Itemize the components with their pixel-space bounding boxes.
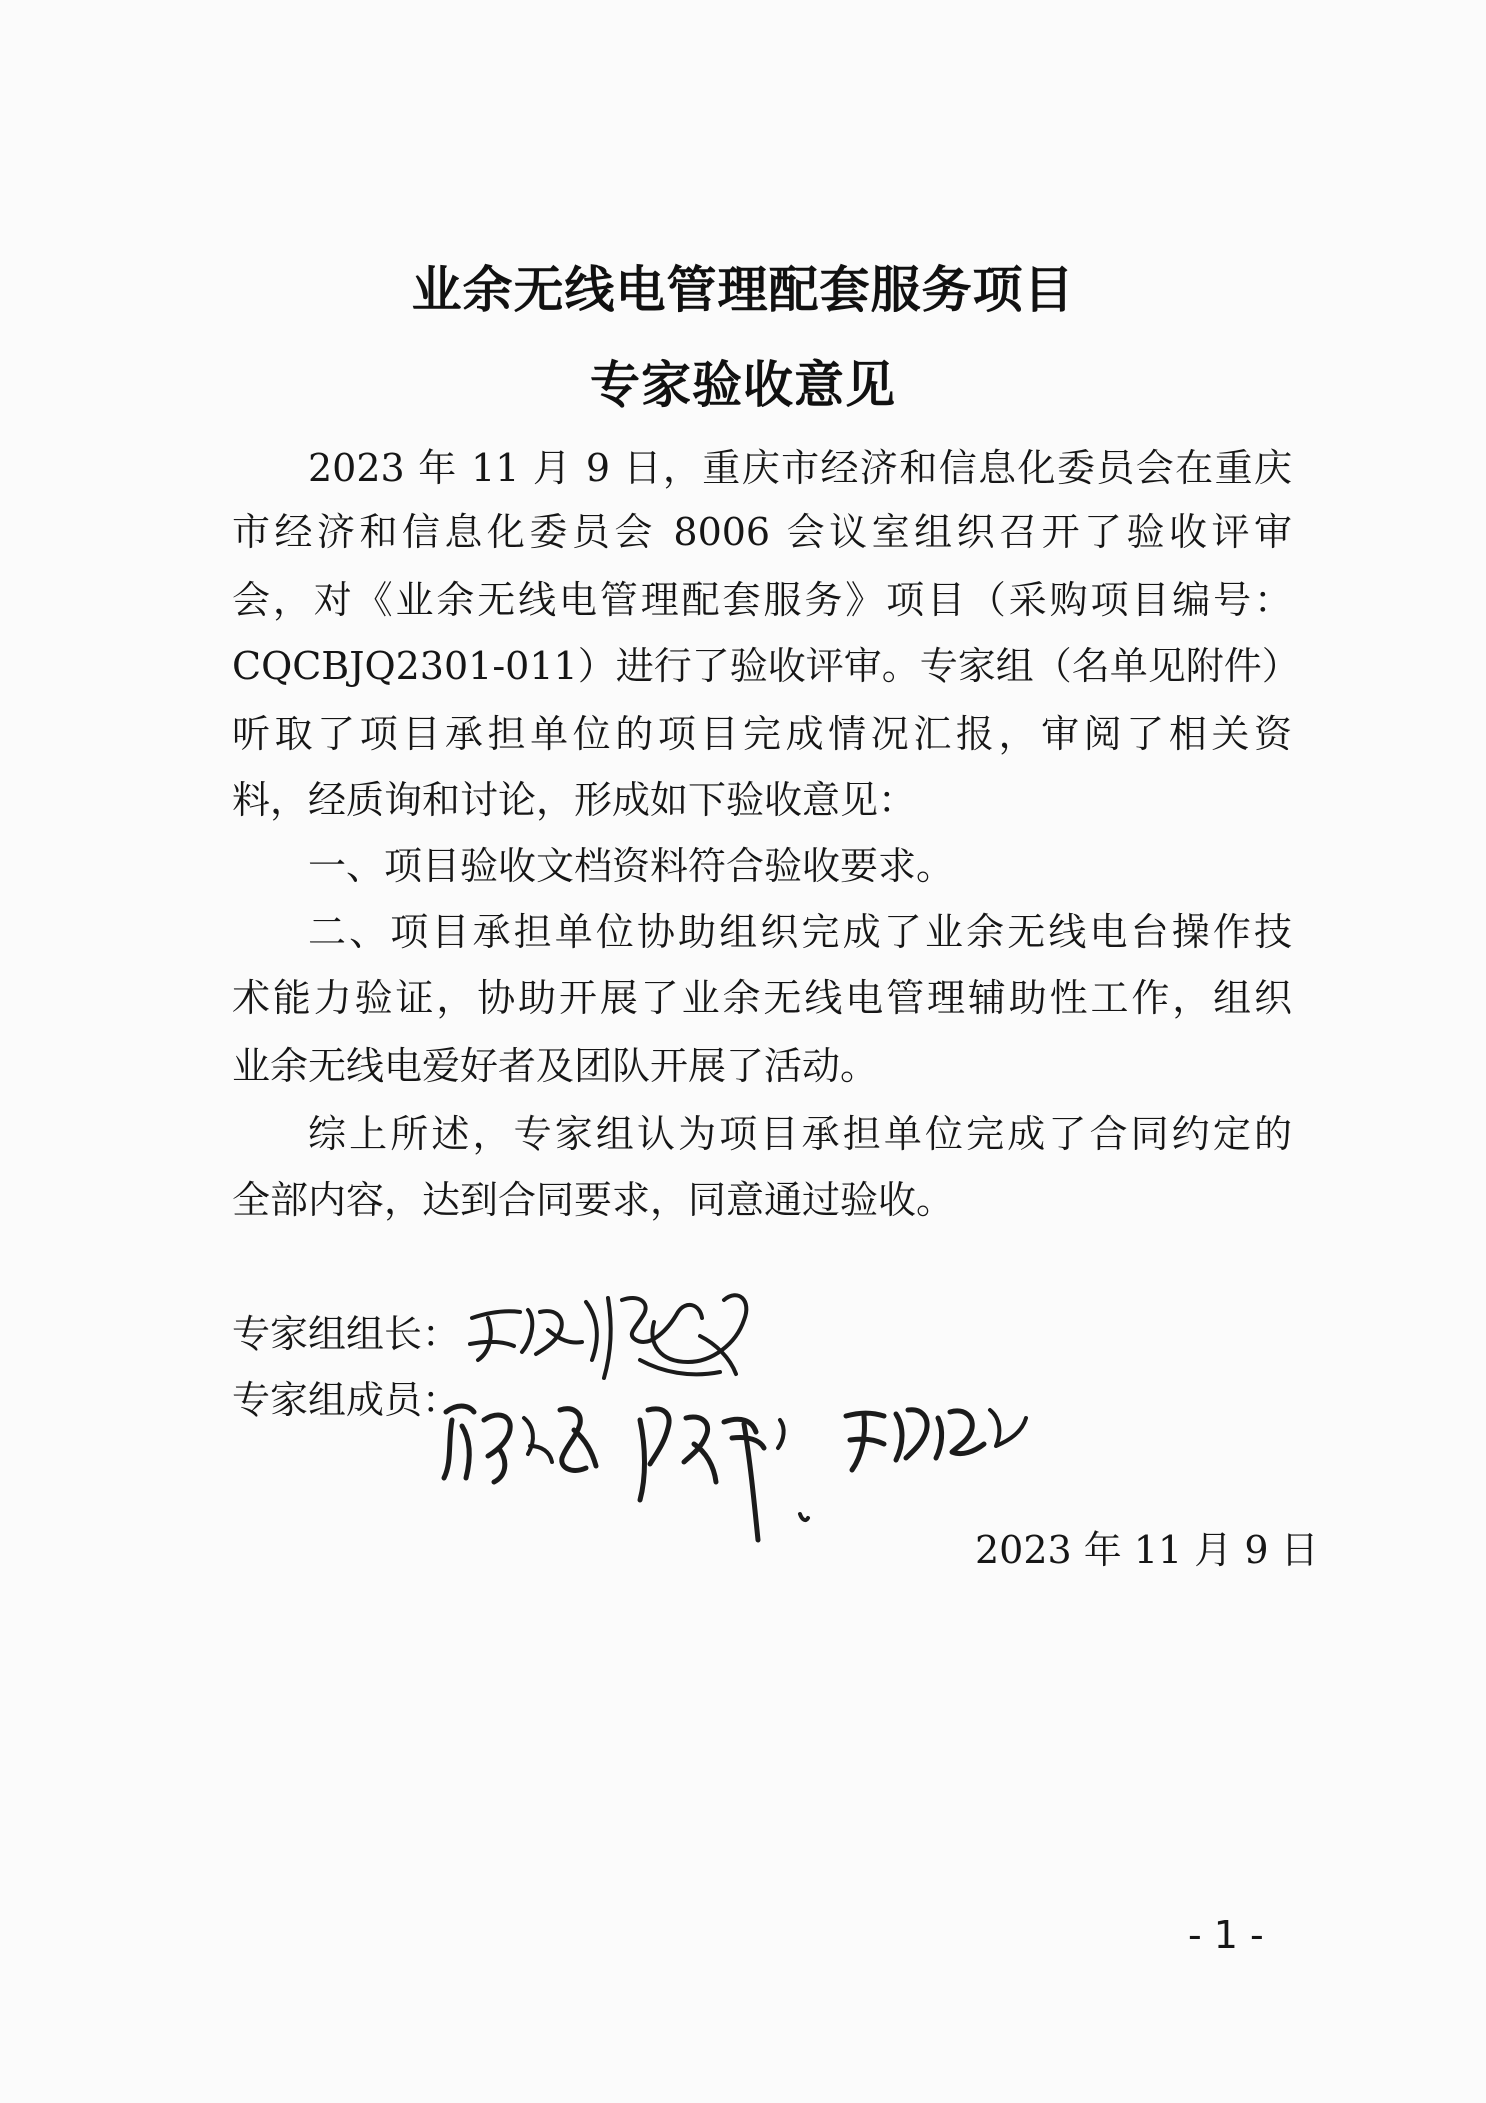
body-line: 听取了项目承担单位的项目完成情况汇报，审阅了相关资 (232, 712, 1292, 756)
body-line: 术能力验证，协助开展了业余无线电管理辅助性工作，组织 (232, 976, 1292, 1020)
member-signature-3 (846, 1410, 1026, 1470)
body-line: 一、项目验收文档资料符合验收要求。 (308, 844, 955, 888)
body-line: 2023 年 11 月 9 日，重庆市经济和信息化委员会在重庆 (308, 446, 1292, 490)
body-line: 综上所述，专家组认为项目承担单位完成了合同约定的 (308, 1112, 1292, 1156)
body-line: 料，经质询和讨论，形成如下验收意见： (232, 778, 917, 822)
body-line: CQCBJQ2301-011）进行了验收评审。专家组（名单见附件） (232, 644, 1300, 688)
body-line: 全部内容，达到合同要求，同意通过验收。 (232, 1178, 955, 1222)
leader-label: 专家组组长： (232, 1312, 461, 1356)
members-label: 专家组成员： (232, 1378, 461, 1422)
member-signature-1 (444, 1406, 596, 1482)
signing-date: 2023 年 11 月 9 日 (975, 1528, 1319, 1572)
body-line: 会，对《业余无线电管理配套服务》项目（采购项目编号： (232, 578, 1292, 622)
document-title: 业余无线电管理配套服务项目 (411, 261, 1075, 319)
member-signature-2 (640, 1409, 808, 1540)
body-line: 业余无线电爱好者及团队开展了活动。 (232, 1044, 879, 1088)
body-line: 二、项目承担单位协助组织完成了业余无线电台操作技 (308, 910, 1292, 954)
document-subtitle: 专家验收意见 (590, 356, 896, 414)
page-number: - 1 - (1188, 1913, 1264, 1957)
leader-signature (470, 1295, 746, 1378)
body-line: 市经济和信息化委员会 8006 会议室组织召开了验收评审 (232, 510, 1292, 554)
